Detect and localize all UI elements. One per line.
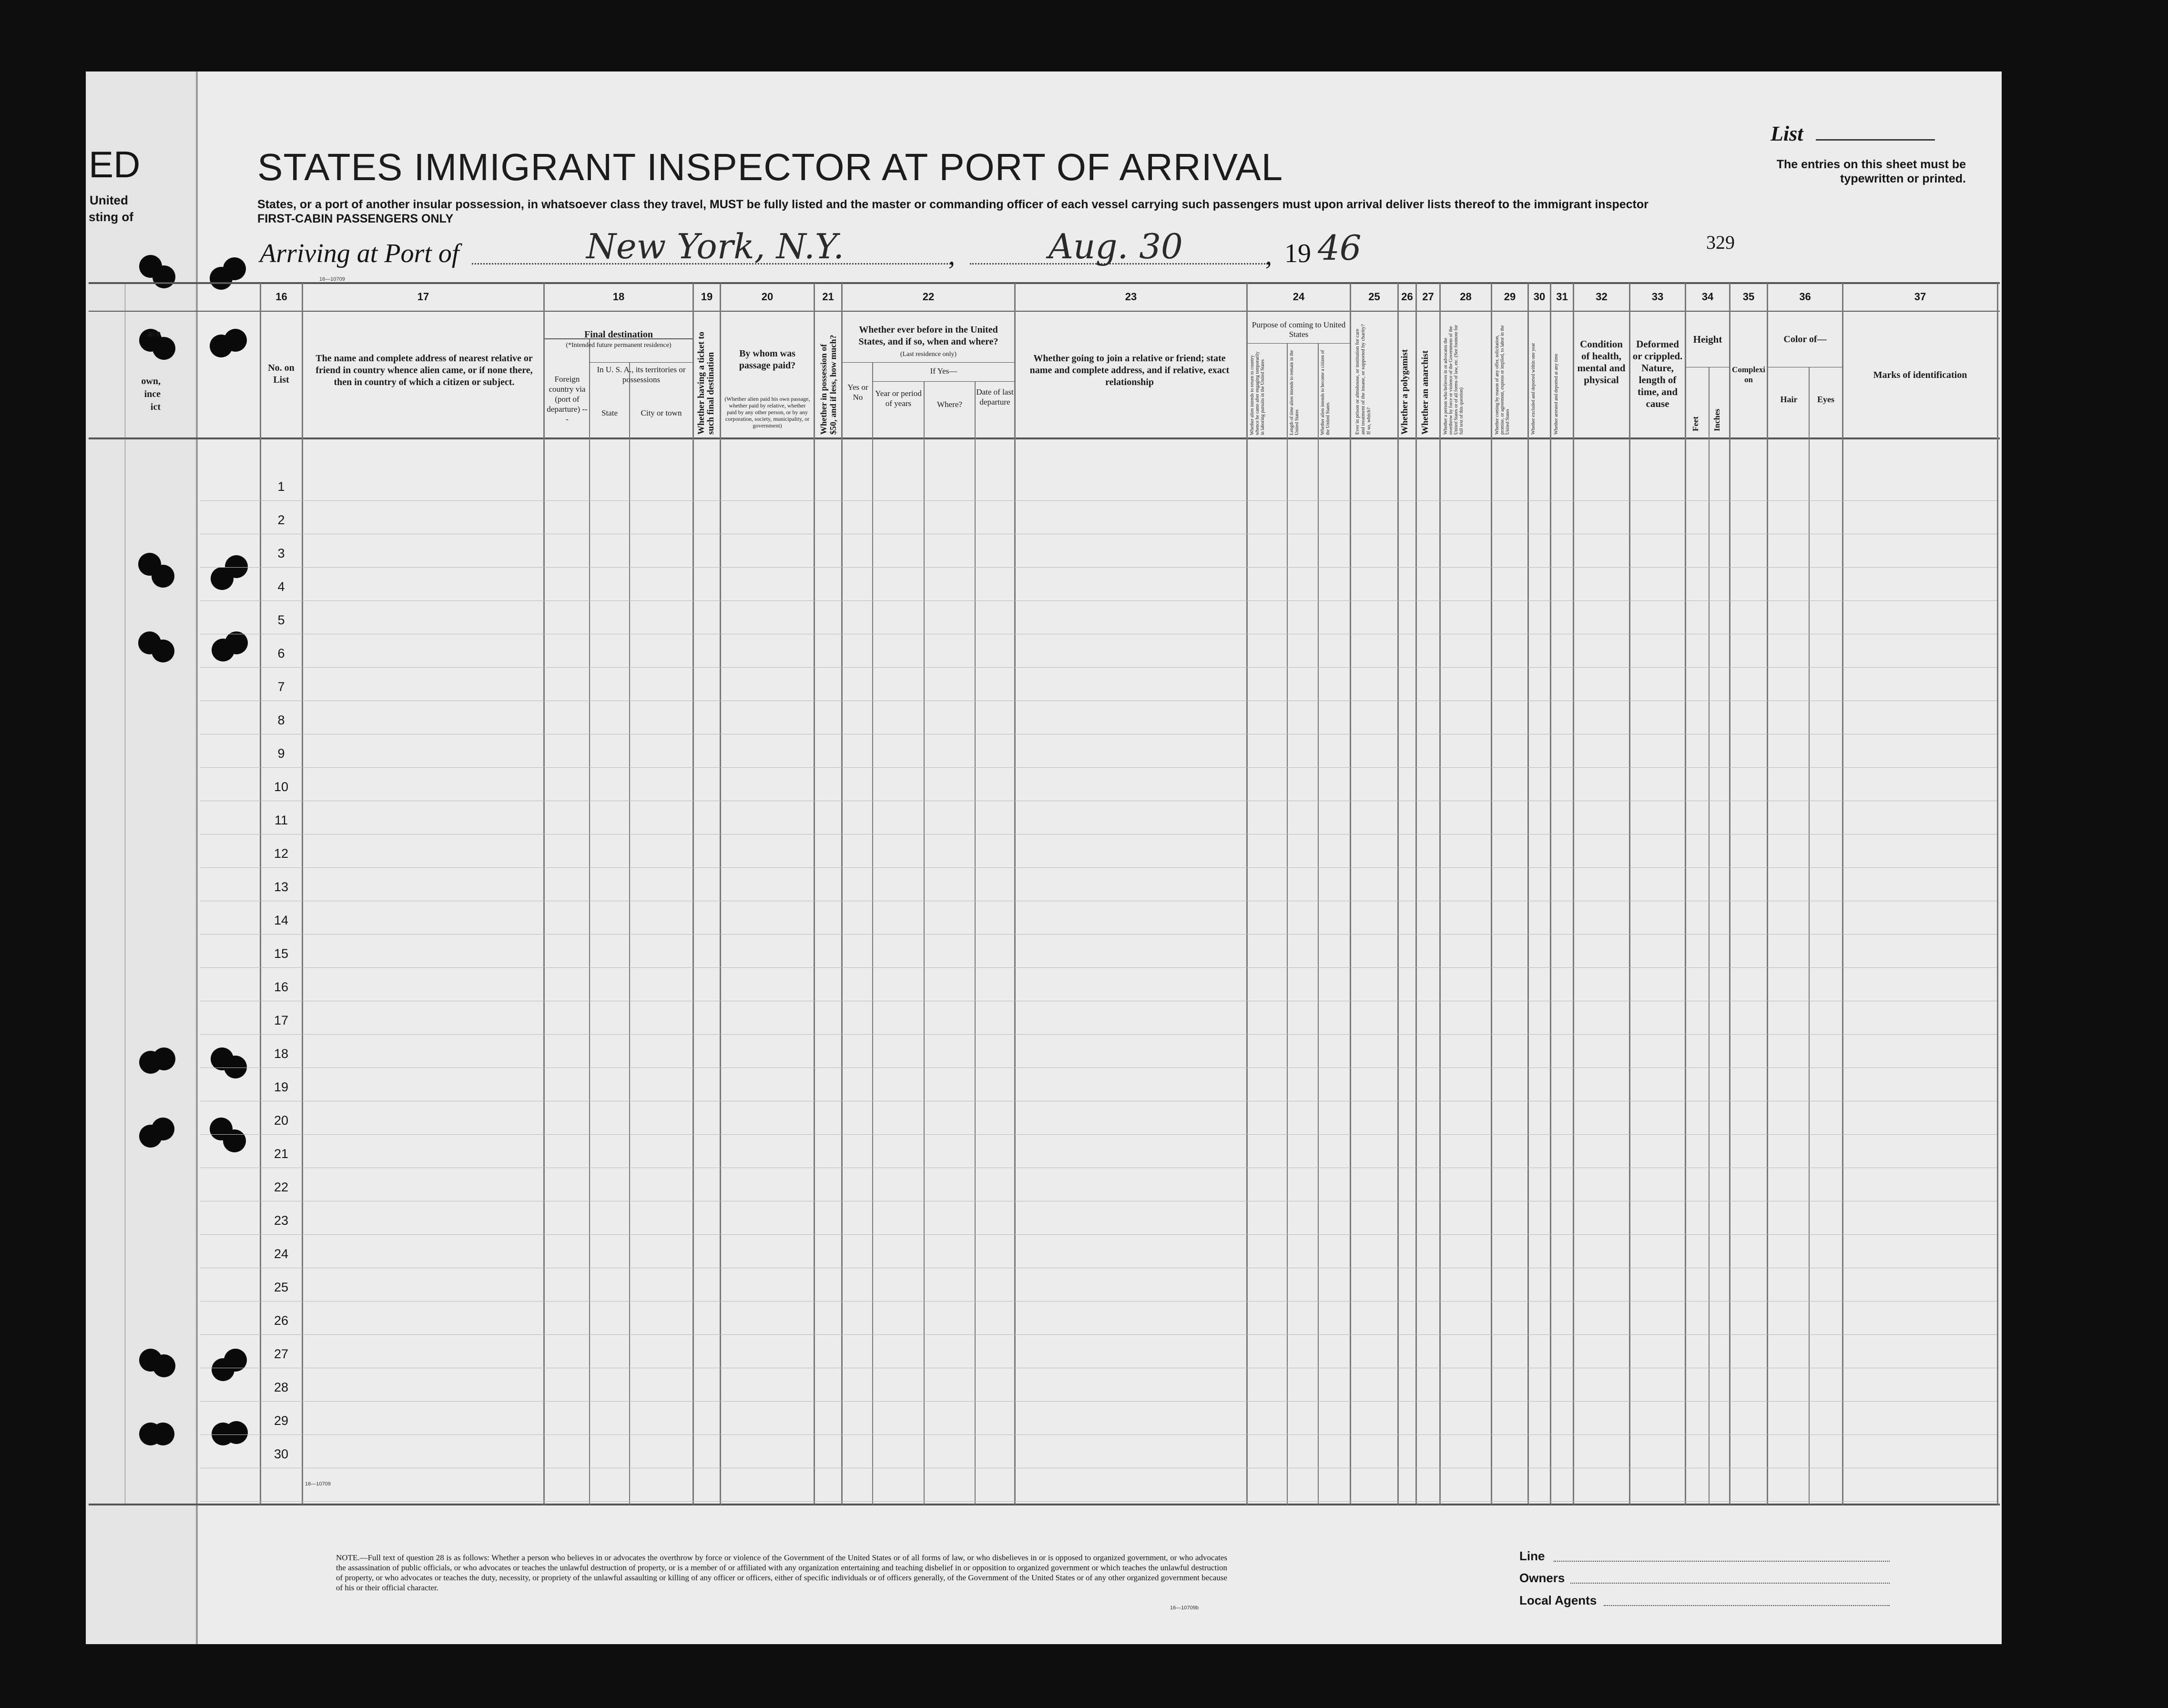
col-number-rule [89,311,2000,312]
col-num: 37 [1914,291,1926,303]
row-rule [200,1034,1997,1035]
header-passage-paid-note: (Whether alien paid his own passage, whether paid by relative, whether paid by any other person, or by any corporation, society, municipality, or government) [724,396,810,429]
header-excluded: Whether excluded and deported within one year [1531,343,1536,435]
header-overthrow: Whether a person who believes in or advocates the overthrow by force or violence of the Government of the United States or of all forms of law, etc. (See footnote for full text of this question) [1443,325,1464,435]
date-handwritten: Aug. 30 [1048,226,1183,266]
row-number: 17 [274,1013,289,1027]
col-num: 29 [1504,291,1516,303]
edge-letters: ED [89,143,141,185]
row-number: 1 [277,479,285,494]
col-num: 33 [1651,291,1664,303]
row-rule [200,500,1997,501]
header-complexion: Complexion [1732,365,1765,384]
row-number: 2 [277,513,285,527]
page-title: STATES IMMIGRANT INSPECTOR AT PORT OF ARRIVAL [257,146,1283,188]
col-num: 24 [1293,291,1305,303]
row-rule [200,767,1997,768]
header-passage-paid: By whom was passage paid? [739,348,796,371]
col-line [1318,343,1319,1505]
header-polygamist: Whether a polygamist [1400,349,1410,435]
row-number: 15 [274,946,289,961]
form-code-bottom: 16—10709 [305,1481,331,1487]
row-number: 12 [274,846,289,861]
header-year-or-period: Year or period of years [875,389,922,408]
header-join-relative: Whether going to join a relative or friend; state name and complete address, and if relative, exact relationship [1029,353,1230,387]
col-line [1350,283,1351,1505]
col-line [1573,283,1574,1505]
edge-word: United [90,193,128,207]
col-num: 35 [1742,291,1755,303]
row-number: 16 [274,980,289,994]
col-num: 20 [761,291,774,303]
row-number: 8 [277,713,285,727]
left-fragment: ace [147,328,161,339]
row-rule [200,1434,1997,1435]
header-nearest-relative: The name and complete address of nearest relative or friend in country whence alien came, or if none there, then in country of which a citizen or subject. [316,353,533,387]
binding-strip [86,71,198,1644]
row-number: 24 [274,1247,289,1261]
row-number: 14 [274,913,289,927]
row-rule [200,600,1997,601]
row-number: 18 [274,1047,289,1061]
row-rule [200,667,1997,668]
row-rule [200,867,1997,868]
header-fifty-dollars: Whether in possession of $50, and if less, how much? [819,335,838,435]
punch-hole [152,1118,174,1140]
col-num: 22 [922,291,935,303]
col-line [975,381,976,1505]
table-top-rule [89,282,2000,284]
row-number: 20 [274,1113,289,1128]
col-num: 34 [1701,291,1714,303]
header-state: State [601,408,618,417]
punch-hole [152,1423,174,1445]
col-line [720,283,721,1505]
col-num: 27 [1422,291,1434,303]
header-labor-offer: Whether coming by reason of any offer, solicitation, promise, or agreement, express or implied, to labor in the United States [1495,325,1510,435]
col-line [1842,283,1843,1505]
punch-hole [152,640,174,662]
left-fragment: ince [144,389,161,399]
left-fragment: own, [141,376,161,386]
punch-hole [153,265,175,288]
header-marks-identification: Marks of identification [1873,370,1967,380]
header-condition-health: Condition of health, mental and physical [1577,338,1626,386]
form-code: 16—10709 [319,276,345,282]
list-label: List [1771,122,1803,145]
local-agents-label: Local Agents [1519,1593,1597,1607]
row-number: 25 [274,1280,289,1294]
punch-hole [153,337,175,360]
owners-field[interactable] [1570,1583,1890,1584]
row-number: 11 [274,813,288,827]
row-rule [200,567,1997,568]
passenger-class: FIRST-CABIN PASSENGERS ONLY [257,212,454,225]
row-number: 28 [274,1380,289,1394]
entries-note: The entries on this sheet must be typewritten or printed. [1776,158,1966,185]
comma: , [948,241,955,271]
row-number: 26 [274,1313,289,1328]
subheader-rule [589,362,692,363]
col-line [1527,283,1529,1505]
punch-hole [223,1129,246,1152]
row-number: 19 [274,1080,289,1094]
header-final-destination: Final destination [584,329,653,340]
col-line [1397,283,1399,1505]
header-date-last-departure: Date of last departure [976,387,1014,407]
local-agents-field[interactable] [1604,1605,1890,1606]
col-line [1709,367,1710,1505]
header-purpose-citizen: Whether alien intends to become a citizen of the United States [1320,350,1331,435]
header-purpose-length: Length of time alien intends to remain in the United States [1289,350,1300,435]
col-num: 25 [1368,291,1380,303]
header-purpose: Purpose of coming to United States [1252,320,1346,339]
row-number: 3 [277,546,285,560]
col-num: 16 [275,291,287,303]
row-number: 30 [274,1447,289,1461]
header-city-or-town: City or town [641,408,682,417]
col-num: 36 [1799,291,1811,303]
col-line [1287,343,1288,1505]
table-bottom-rule [89,1504,2000,1505]
col-line [841,283,843,1505]
header-eyes: Eyes [1817,395,1834,404]
list-number-line [1816,139,1935,141]
row-number: 6 [277,646,285,661]
row-number: 9 [277,746,285,761]
header-ever-before-in-us: Whether ever before in the United States, and if so, when and where? [858,325,998,347]
subheader-rule [1248,343,1350,344]
year-handwritten: 46 [1318,228,1362,268]
col-line [1629,283,1630,1505]
col-line [260,283,261,1505]
header-feet: Feet [1691,416,1700,431]
col-line [1550,283,1551,1505]
row-number: 10 [274,780,289,794]
row-rule [200,1134,1997,1135]
header-yes-or-no: Yes or No [847,383,868,402]
col-line [1246,283,1248,1505]
col-line [1491,283,1492,1505]
row-rule [200,967,1997,968]
row-number: 29 [274,1413,289,1428]
subheader-rule [872,381,1014,382]
col-line [1439,283,1441,1505]
punch-hole [153,1354,175,1377]
col-line [1809,367,1810,1505]
punch-hole [225,1421,248,1444]
row-number: 5 [277,613,285,627]
header-prison: Ever in prison or almshouse, or institution for care and treatment of the insane, or supported by charity? If so, which? [1354,324,1372,435]
page-subtitle: States, or a port of another insular possession, in whatsoever class they travel, MUST be fully listed and the master or commanding officer of each vessel carrying such passengers must upon arrival deliver lists thereof to the immigrant inspector [257,198,1649,211]
punch-hole [224,329,247,352]
col-line [543,283,545,1505]
col-line [1415,283,1417,1505]
col-num: 31 [1556,291,1568,303]
header-bottom-rule [89,437,2000,439]
col-num: 30 [1533,291,1546,303]
col-num: 18 [612,291,625,303]
row-rule [200,1334,1997,1335]
col-line [1685,283,1686,1505]
punch-hole [223,257,246,280]
edge-word: sting of [89,210,133,224]
col-num: 19 [701,291,713,303]
col-line [1014,283,1016,1505]
left-fragment: ict [150,402,161,412]
header-where: Where? [937,400,962,409]
year-prefix: 19 [1284,239,1311,268]
header-no-on-list: No. on List [268,363,295,385]
row-number: 21 [274,1147,289,1161]
port-handwritten: New York, N.Y. [586,226,844,266]
footnote: NOTE.—Full text of question 28 is as follows: Whether a person who believes in or advocates the overthrow by force or violence of the Government of the United States or of all forms of law, or who disbelieves in or is opposed to organized government, or who advocates the assassination of public officials, or who advocates or teaches the unlawful destruction of property, or is a member of or affiliated with any organization entertaining and teaching disbelief in or opposition to organized government or which teaches the unlawful destruction of property, or who advocates or teaches the duty, necessity, or propriety of the unlawful assaulting or killing of any officer or officers, either of specific individuals or of officers generally, of the Government of the United States or of any other organized government because of his or their official character. [336,1553,1227,1592]
col-line [1997,283,1998,1505]
row-number: 27 [274,1347,289,1361]
col-num: 17 [417,291,429,303]
punch-hole [225,555,248,578]
line-field[interactable] [1554,1561,1890,1562]
row-rule [200,934,1997,935]
punch-hole [152,565,174,588]
header-inches: Inches [1712,408,1721,431]
row-rule [200,1234,1997,1235]
header-last-residence-note: (Last residence only) [900,351,957,358]
punch-hole [153,1047,175,1070]
arriving-label: Arriving at Port of [260,239,459,268]
header-anarchist: Whether an anarchist [1420,350,1430,435]
header-height: Height [1693,334,1722,345]
row-number: 7 [277,680,285,694]
form-sheet [86,71,2002,1644]
line-label: Line [1519,1549,1545,1563]
punch-hole [224,1056,247,1078]
row-rule [200,1501,1997,1502]
row-number: 23 [274,1213,289,1228]
row-number: 4 [277,580,285,594]
col-line [692,283,694,1505]
subheader-rule [843,362,1014,363]
col-line [589,338,590,1505]
col-num: 32 [1596,291,1608,303]
owners-label: Owners [1519,1571,1565,1585]
header-in-usa: In U. S. A., its territories or possessions [597,365,686,384]
row-rule [200,1401,1997,1402]
header-hair: Hair [1780,395,1798,404]
row-number: 22 [274,1180,289,1194]
col-line [924,381,925,1505]
header-color-of: Color of— [1783,334,1827,345]
header-if-yes: If Yes— [930,366,957,376]
col-num: 23 [1125,291,1137,303]
header-foreign-country: Foreign country via (port of departure) --- [547,375,588,424]
footnote-code: 16—10709b [1170,1605,1199,1611]
header-ticket: Whether having a ticket to such final destination [696,331,716,435]
col-num: 28 [1460,291,1472,303]
col-line [302,283,303,1505]
sheet-number: 329 [1706,232,1735,253]
col-line [814,283,815,1505]
header-deformed: Deformed or crippled. Nature, length of time, and cause [1632,338,1683,409]
punch-hole [225,631,248,654]
header-arrested: Whether arrested and deported at any time [1554,354,1559,435]
col-line [1729,283,1730,1505]
row-number: 13 [274,880,289,894]
header-final-destination-note: (*Intended future permanent residence) [566,342,672,349]
col-num: 21 [822,291,834,303]
col-num: 26 [1401,291,1413,303]
comma: , [1265,241,1272,271]
col-line [1767,283,1768,1505]
header-purpose-return: Whether alien intends to return to country whence he came after engaging temporarily in laboring pursuits in the United States [1250,351,1265,435]
